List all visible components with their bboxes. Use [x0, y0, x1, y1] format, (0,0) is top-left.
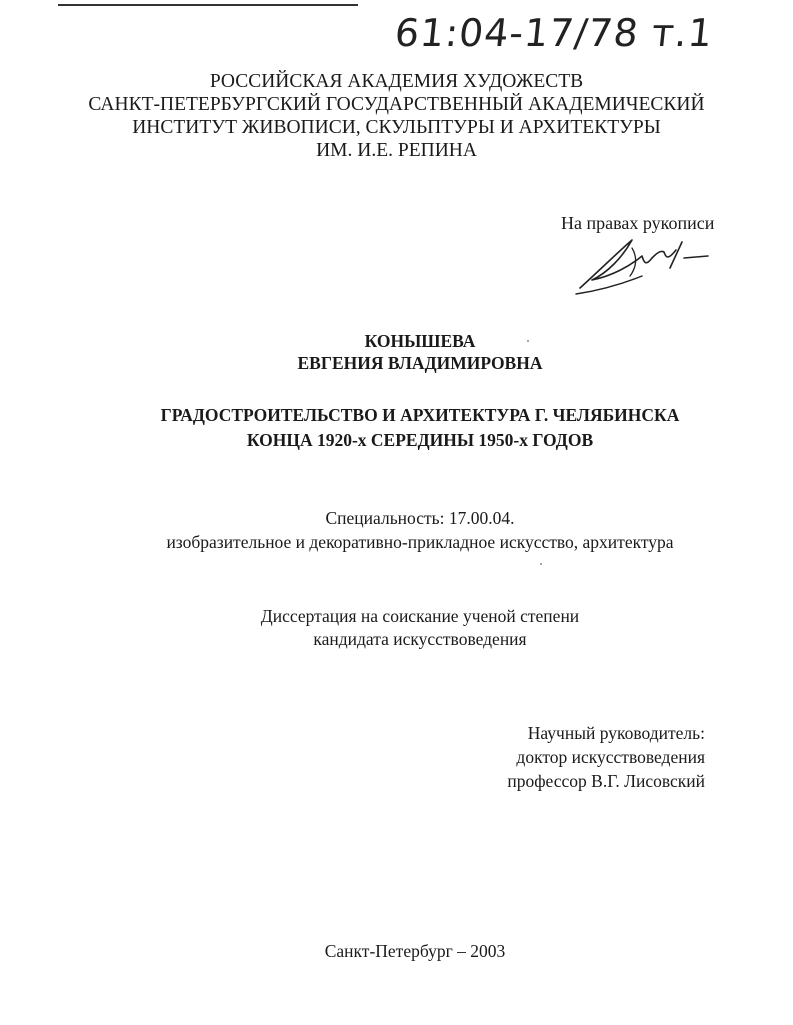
handwritten-catalog-number: 61:04-17/78 т.1	[392, 11, 716, 55]
supervisor-label: Научный руководитель:	[527, 723, 705, 743]
handwritten-signature	[572, 228, 712, 298]
city-year-footer: Санкт-Петербург – 2003	[324, 941, 506, 961]
supervisor-block	[507, 721, 705, 793]
institution-line-4: ИМ. И.Е. РЕПИНА	[316, 140, 477, 161]
author-given-names: ЕВГЕНИЯ ВЛАДИМИРОВНА	[297, 353, 543, 373]
scan-speck	[527, 340, 529, 342]
degree-line-1: Диссертация на соискание ученой степени	[260, 606, 580, 626]
institution-line-3: ИНСТИТУТ ЖИВОПИСИ, СКУЛЬПТУРЫ И АРХИТЕКТУРЫ	[132, 117, 661, 138]
specialty-code: Специальность: 17.00.04.	[325, 508, 515, 528]
scan-speck	[540, 563, 542, 565]
supervisor-degree: доктор искусствоведения	[516, 747, 705, 767]
dissertation-title	[0, 403, 793, 453]
institution-header	[0, 70, 793, 162]
rights-note: На правах рукописи	[561, 213, 715, 233]
title-line-1: ГРАДОСТРОИТЕЛЬСТВО И АРХИТЕКТУРА Г. ЧЕЛЯБИНСКА	[160, 405, 680, 425]
institution-line-2: САНКТ-ПЕТЕРБУРГСКИЙ ГОСУДАРСТВЕННЫЙ АКАДЕМИЧЕСКИЙ	[88, 94, 705, 115]
author-surname: КОНЫШЕВА	[364, 331, 476, 351]
institution-line-1: РОССИЙСКАЯ АКАДЕМИЯ ХУДОЖЕСТВ	[209, 71, 584, 92]
title-line-2: КОНЦА 1920-х СЕРЕДИНЫ 1950-х ГОДОВ	[246, 430, 594, 450]
specialty-name: изобразительное и декоративно-прикладное искусство, архитектура	[166, 532, 674, 552]
author-block	[0, 330, 793, 374]
degree-block	[0, 605, 793, 651]
degree-line-2: кандидата искусствоведения	[313, 629, 527, 649]
supervisor-name: профессор В.Г. Лисовский	[507, 771, 705, 791]
specialty-block	[0, 506, 793, 554]
scan-top-edge	[58, 0, 358, 6]
